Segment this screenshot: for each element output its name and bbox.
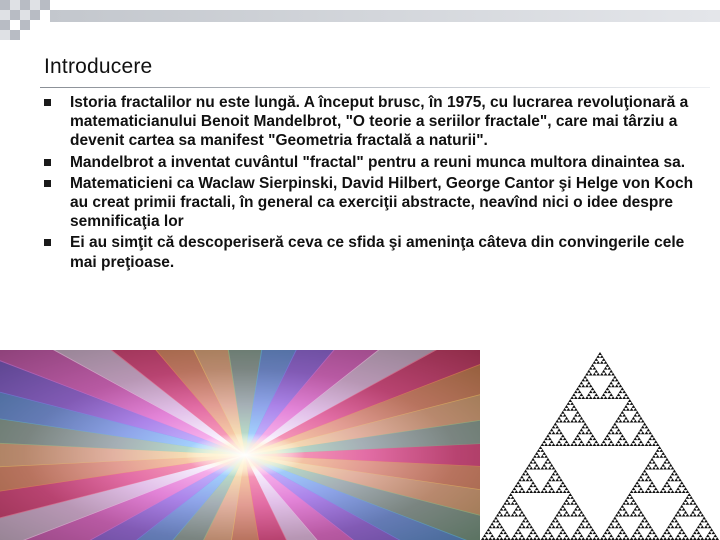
bullet-item <box>44 93 704 151</box>
corner-decoration <box>0 0 720 50</box>
square-bullet-icon <box>44 159 51 166</box>
square-bullet-icon <box>44 239 51 246</box>
square-bullet-icon <box>44 180 51 187</box>
bullet-text: Ei au simţit că descoperiseră ceva ce sfida şi ameninţa câteva din convingerile cele mai preţioase. <box>70 234 685 271</box>
bullet-item <box>44 153 704 172</box>
square-bullet-icon <box>44 99 51 106</box>
bullet-text: Istoria fractalilor nu este lungă. A început brusc, în 1975, cu lucrarea revoluţionară a matematicianului Benoit Mandelbrot, "O teorie a seriilor fractale", care mai târziu a devenit cartea sa manifest "Geometria fractală a naturii". <box>70 94 689 150</box>
colorful-fractal-burst-image <box>0 350 480 540</box>
bullet-text: Mandelbrot a inventat cuvântul "fractal" pentru a reuni munca multora dinaintea sa. <box>70 153 686 171</box>
bullet-list <box>44 93 704 274</box>
title-underline <box>40 87 710 88</box>
bullet-text: Matematicieni ca Waclaw Sierpinski, David Hilbert, George Cantor şi Helge von Koch au creat primii fractali, în general ca exerciţii abstracte, neavînd nici o idee despre semnificaţia lor <box>70 174 694 231</box>
slide-title: Introducere <box>44 55 153 78</box>
sierpinski-triangle-image <box>480 350 720 540</box>
bullet-item <box>44 233 704 271</box>
bullet-item <box>44 174 704 232</box>
